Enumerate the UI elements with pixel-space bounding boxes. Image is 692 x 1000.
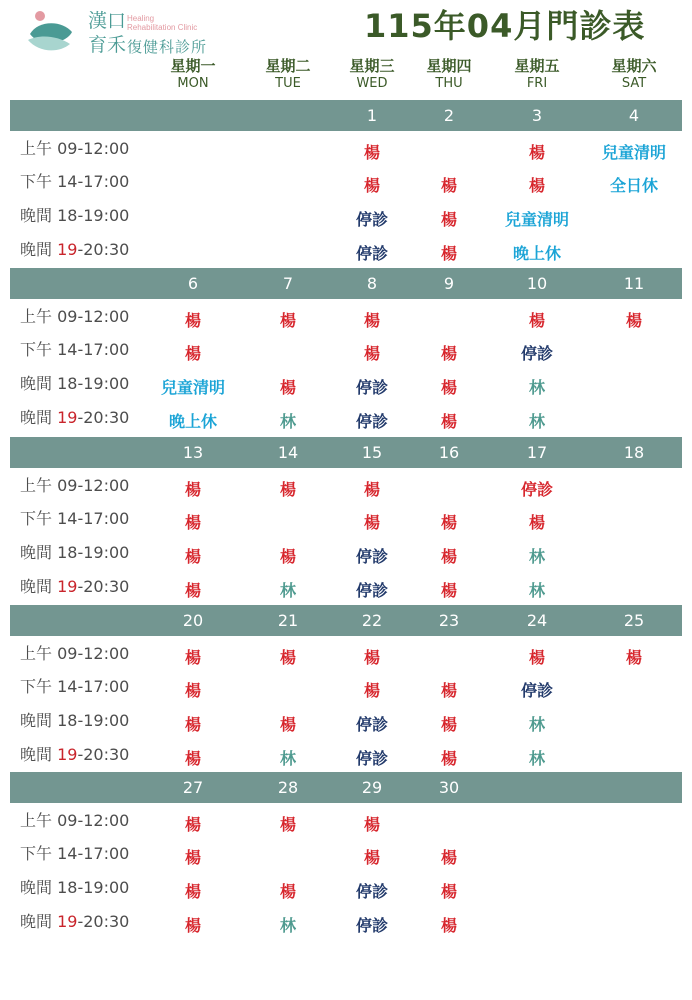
schedule-entry: 林 — [528, 715, 545, 734]
time-slot-label — [20, 541, 129, 565]
day-header — [492, 56, 582, 92]
schedule-entry: 楊 — [440, 848, 457, 867]
slot-time: 09-12:00 — [57, 307, 130, 326]
date-number: 13 — [182, 443, 204, 462]
slot-prefix: 晚間 — [20, 408, 58, 427]
slot-time: 14-17:00 — [57, 340, 130, 359]
time-slot-label — [20, 305, 129, 329]
day-header-zh: 星期四 — [426, 57, 472, 75]
schedule-entry: 楊 — [440, 715, 457, 734]
slot-prefix: 上午 — [20, 139, 58, 158]
time-slot-label — [20, 575, 129, 599]
slot-prefix: 上午 — [20, 811, 58, 830]
schedule-entry: 楊 — [363, 344, 380, 363]
schedule-entry: 晚上休 — [168, 412, 217, 431]
time-slot-label — [20, 842, 129, 866]
slot-time: -20:30 — [77, 745, 130, 764]
slot-highlight: 19 — [57, 408, 78, 427]
slot-time: -20:30 — [77, 408, 130, 427]
slot-time: 14-17:00 — [57, 844, 130, 863]
schedule-entry: 楊 — [625, 648, 642, 667]
slot-prefix: 晚間 — [20, 374, 58, 393]
schedule-entry: 楊 — [440, 344, 457, 363]
slot-prefix: 晚間 — [20, 745, 58, 764]
schedule-entry: 停診 — [355, 749, 388, 768]
schedule-entry: 楊 — [184, 815, 201, 834]
clinic-logo — [26, 8, 226, 58]
slot-time: 14-17:00 — [57, 172, 130, 191]
slot-time: -20:30 — [77, 912, 130, 931]
schedule-entry: 楊 — [184, 681, 201, 700]
date-number: 9 — [443, 274, 455, 293]
time-slot-label — [20, 709, 129, 733]
time-slot-label — [20, 743, 129, 767]
slot-prefix: 晚間 — [20, 543, 58, 562]
schedule-entry: 楊 — [279, 715, 296, 734]
schedule-entry: 楊 — [184, 715, 201, 734]
day-header — [404, 56, 494, 92]
schedule-entry: 楊 — [184, 344, 201, 363]
schedule-entry: 楊 — [440, 681, 457, 700]
date-number: 21 — [277, 611, 299, 630]
schedule-entry: 林 — [528, 749, 545, 768]
time-slot-label — [20, 338, 129, 362]
schedule-entry: 楊 — [363, 648, 380, 667]
day-header-zh: 星期三 — [349, 57, 395, 75]
time-slot-label — [20, 170, 129, 194]
logo-name-line1: 漢口 — [88, 10, 127, 32]
schedule-entry: 停診 — [355, 581, 388, 600]
logo-english-line2: Rehabilitation Clinic — [127, 23, 198, 32]
slot-time: 18-19:00 — [57, 543, 130, 562]
schedule-entry: 林 — [528, 547, 545, 566]
schedule-entry: 晚上休 — [512, 244, 561, 263]
slot-time: 09-12:00 — [57, 811, 130, 830]
day-header-en: SAT — [621, 76, 647, 91]
day-header — [243, 56, 333, 92]
time-slot-label — [20, 675, 129, 699]
schedule-entry: 楊 — [363, 848, 380, 867]
clinic-logo-mark — [26, 10, 74, 54]
schedule-entry: 停診 — [355, 547, 388, 566]
schedule-entry: 兒童清明 — [160, 378, 225, 397]
schedule-entry: 全日休 — [609, 176, 658, 195]
date-number: 23 — [438, 611, 460, 630]
schedule-entry: 楊 — [528, 311, 545, 330]
time-slot-label — [20, 507, 129, 531]
slot-highlight: 19 — [57, 745, 78, 764]
logo-subtitle: 復健科診所 — [127, 38, 208, 56]
schedule-entry: 林 — [279, 749, 296, 768]
slot-time: 09-12:00 — [57, 476, 130, 495]
date-number: 1 — [366, 106, 378, 125]
schedule-entry: 停診 — [355, 210, 388, 229]
schedule-entry: 林 — [279, 916, 296, 935]
schedule-entry: 停診 — [355, 715, 388, 734]
date-number: 22 — [361, 611, 383, 630]
slot-prefix: 晚間 — [20, 878, 58, 897]
schedule-entry: 楊 — [279, 480, 296, 499]
date-number: 25 — [623, 611, 645, 630]
day-header — [148, 56, 238, 92]
schedule-entry: 停診 — [355, 412, 388, 431]
slot-time: 14-17:00 — [57, 677, 130, 696]
schedule-entry: 楊 — [440, 749, 457, 768]
schedule-entry: 楊 — [528, 143, 545, 162]
schedule-entry: 楊 — [363, 480, 380, 499]
schedule-entry: 楊 — [184, 547, 201, 566]
schedule-entry: 林 — [279, 412, 296, 431]
slot-time: 14-17:00 — [57, 509, 130, 528]
time-slot-label — [20, 642, 129, 666]
date-number: 17 — [526, 443, 548, 462]
schedule-entry: 楊 — [528, 513, 545, 532]
schedule-entry: 停診 — [520, 681, 553, 700]
schedule-entry: 楊 — [184, 581, 201, 600]
time-slot-label — [20, 137, 129, 161]
slot-time: -20:30 — [77, 577, 130, 596]
day-header-en: THU — [435, 76, 463, 91]
date-number: 24 — [526, 611, 548, 630]
date-number: 10 — [526, 274, 548, 293]
time-slot-label — [20, 876, 129, 900]
schedule-entry: 停診 — [355, 916, 388, 935]
slot-prefix: 上午 — [20, 476, 58, 495]
day-header-zh: 星期六 — [611, 57, 657, 75]
schedule-entry: 楊 — [279, 547, 296, 566]
schedule-entry: 楊 — [528, 648, 545, 667]
time-slot-label — [20, 238, 129, 262]
slot-time: 18-19:00 — [57, 374, 130, 393]
schedule-entry: 楊 — [440, 581, 457, 600]
slot-prefix: 晚間 — [20, 577, 58, 596]
schedule-entry: 楊 — [440, 882, 457, 901]
date-number: 6 — [187, 274, 199, 293]
logo-name-line2: 育禾 — [88, 34, 127, 56]
time-slot-label — [20, 809, 129, 833]
schedule-entry: 楊 — [363, 681, 380, 700]
schedule-entry: 楊 — [625, 311, 642, 330]
day-header-en: MON — [177, 76, 209, 91]
schedule-entry: 停診 — [520, 344, 553, 363]
time-slot-label — [20, 204, 129, 228]
slot-prefix: 下午 — [20, 340, 58, 359]
date-number: 15 — [361, 443, 383, 462]
schedule-entry: 停診 — [355, 244, 388, 263]
date-number: 2 — [443, 106, 455, 125]
schedule-entry: 楊 — [279, 311, 296, 330]
schedule-entry: 楊 — [440, 244, 457, 263]
date-number: 3 — [531, 106, 543, 125]
schedule-entry: 楊 — [184, 882, 201, 901]
schedule-entry: 楊 — [363, 513, 380, 532]
logo-english-line1: Healing — [127, 14, 155, 23]
slot-prefix: 晚間 — [20, 711, 58, 730]
time-slot-label — [20, 474, 129, 498]
schedule-entry: 林 — [528, 412, 545, 431]
day-header-en: FRI — [526, 76, 548, 91]
schedule-entry: 兒童清明 — [504, 210, 569, 229]
date-number: 27 — [182, 778, 204, 797]
schedule-entry: 楊 — [279, 648, 296, 667]
slot-highlight: 19 — [57, 577, 78, 596]
schedule-entry: 楊 — [363, 815, 380, 834]
schedule-entry: 楊 — [184, 916, 201, 935]
schedule-entry: 楊 — [184, 311, 201, 330]
slot-time: 18-19:00 — [57, 711, 130, 730]
schedule-entry: 停診 — [355, 378, 388, 397]
time-slot-label — [20, 910, 129, 934]
schedule-entry: 楊 — [184, 749, 201, 768]
date-number: 18 — [623, 443, 645, 462]
slot-prefix: 下午 — [20, 677, 58, 696]
slot-prefix: 晚間 — [20, 912, 58, 931]
schedule-entry: 楊 — [440, 176, 457, 195]
schedule-entry: 楊 — [184, 648, 201, 667]
schedule-entry: 停診 — [520, 480, 553, 499]
date-number: 16 — [438, 443, 460, 462]
slot-prefix: 上午 — [20, 307, 58, 326]
date-number: 30 — [438, 778, 460, 797]
slot-time: 09-12:00 — [57, 139, 130, 158]
schedule-entry: 楊 — [363, 311, 380, 330]
schedule-entry: 兒童清明 — [601, 143, 666, 162]
slot-prefix: 上午 — [20, 644, 58, 663]
date-number: 11 — [623, 274, 645, 293]
slot-prefix: 晚間 — [20, 240, 58, 259]
schedule-entry: 楊 — [363, 143, 380, 162]
schedule-entry: 楊 — [184, 480, 201, 499]
slot-time: -20:30 — [77, 240, 130, 259]
slot-time: 18-19:00 — [57, 878, 130, 897]
slot-prefix: 下午 — [20, 844, 58, 863]
schedule-entry: 楊 — [279, 815, 296, 834]
day-header — [589, 56, 679, 92]
schedule-entry: 楊 — [440, 547, 457, 566]
schedule-entry: 楊 — [279, 882, 296, 901]
schedule-entry: 楊 — [363, 176, 380, 195]
schedule-entry: 楊 — [440, 378, 457, 397]
day-header-en: TUE — [275, 76, 301, 91]
schedule-entry: 楊 — [440, 513, 457, 532]
schedule-entry: 停診 — [355, 882, 388, 901]
day-header-zh: 星期五 — [514, 57, 560, 75]
day-header-en: WED — [356, 76, 388, 91]
date-number: 8 — [366, 274, 378, 293]
slot-prefix: 下午 — [20, 172, 58, 191]
date-number: 20 — [182, 611, 204, 630]
slot-highlight: 19 — [57, 912, 78, 931]
page-title: 115年04月門診表 — [364, 7, 646, 45]
schedule-entry: 楊 — [184, 848, 201, 867]
date-number: 28 — [277, 778, 299, 797]
time-slot-label — [20, 406, 129, 430]
time-slot-label — [20, 372, 129, 396]
schedule-entry: 林 — [528, 378, 545, 397]
date-number: 4 — [628, 106, 640, 125]
slot-prefix: 晚間 — [20, 206, 58, 225]
day-header-zh: 星期二 — [265, 57, 311, 75]
schedule-entry: 楊 — [279, 378, 296, 397]
date-number: 14 — [277, 443, 299, 462]
date-number: 7 — [282, 274, 294, 293]
schedule-entry: 楊 — [184, 513, 201, 532]
schedule-entry: 楊 — [528, 176, 545, 195]
schedule-entry: 楊 — [440, 412, 457, 431]
slot-time: 09-12:00 — [57, 644, 130, 663]
slot-prefix: 下午 — [20, 509, 58, 528]
date-number: 29 — [361, 778, 383, 797]
slot-highlight: 19 — [57, 240, 78, 259]
schedule-entry: 楊 — [440, 916, 457, 935]
schedule-entry: 林 — [279, 581, 296, 600]
slot-time: 18-19:00 — [57, 206, 130, 225]
day-header-zh: 星期一 — [170, 57, 216, 75]
schedule-entry: 林 — [528, 581, 545, 600]
schedule-entry: 楊 — [440, 210, 457, 229]
